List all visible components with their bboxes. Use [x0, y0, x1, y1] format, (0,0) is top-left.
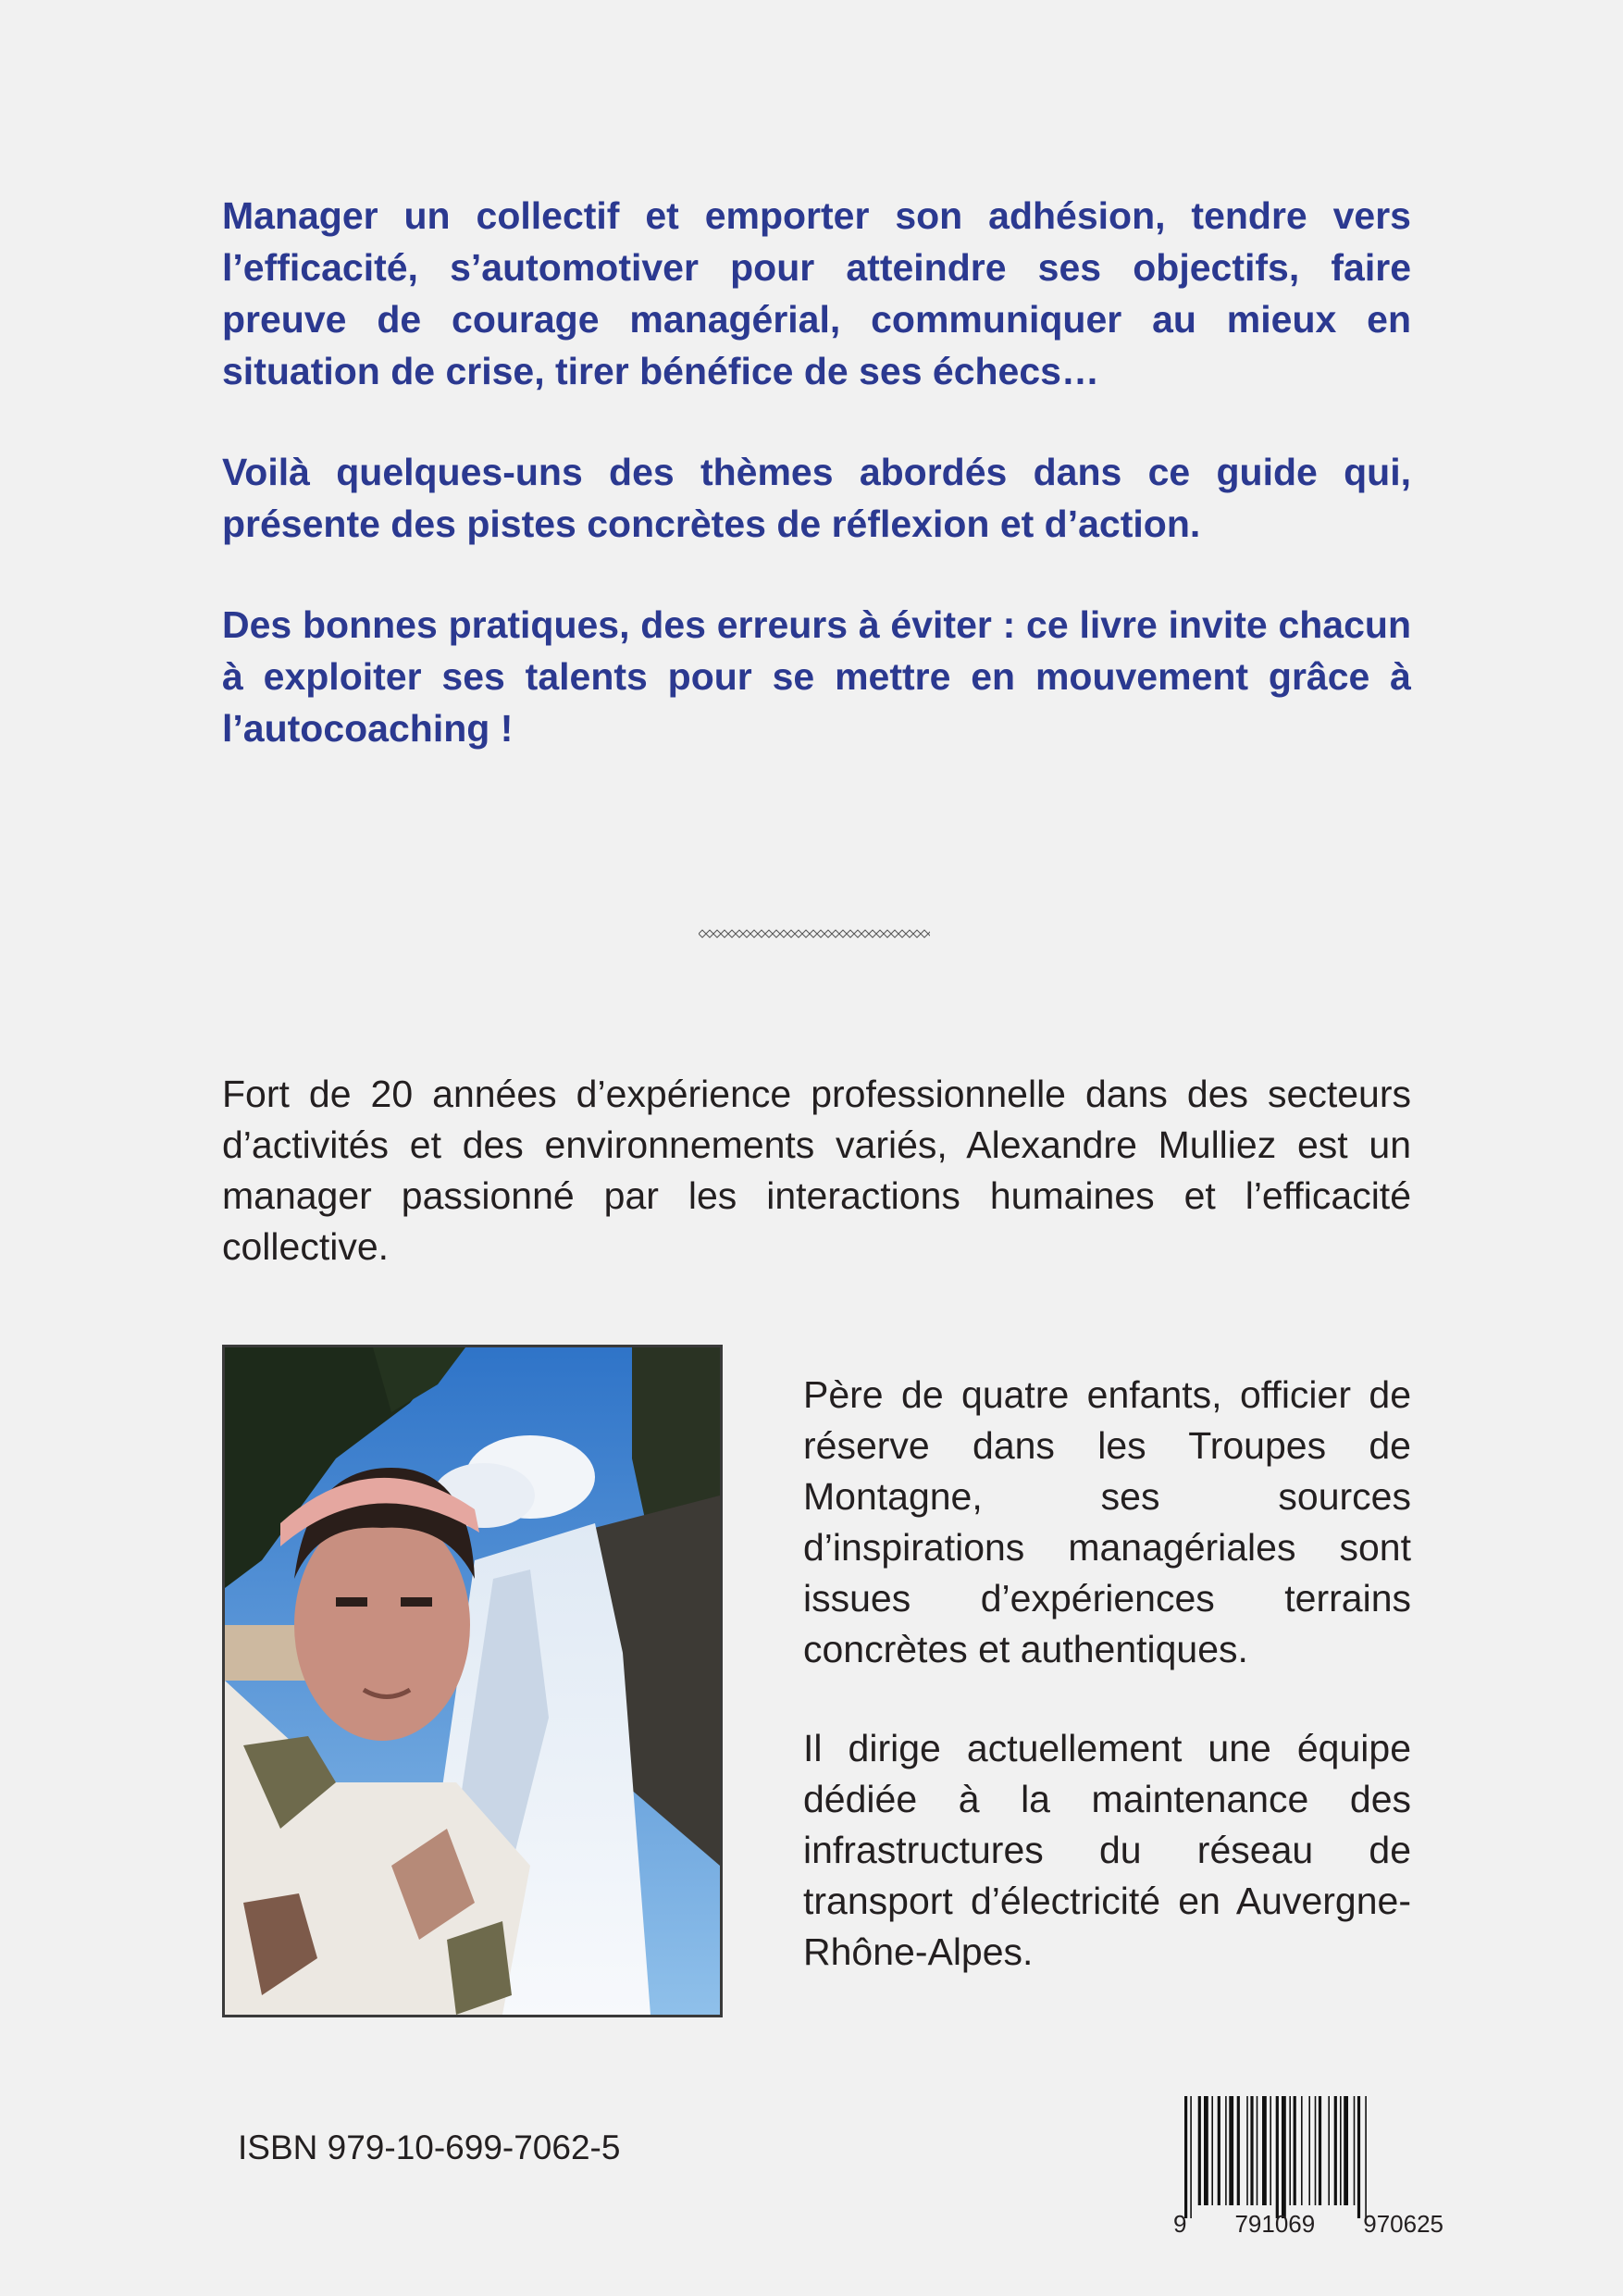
barcode-bar	[1270, 2096, 1271, 2205]
barcode-digits	[1173, 2210, 1443, 2239]
barcode-bar	[1204, 2096, 1208, 2205]
barcode-bar	[1315, 2096, 1317, 2205]
blurb-paragraph: Manager un collectif et emporter son adhésion, tendre vers l’efficacité, s’automotiver pour atteindre ses objectifs, faire preuve de courage managérial, communiquer au mieux en situation de crise, tirer bénéfice de ses échecs…	[222, 194, 1411, 392]
blurb-paragraph: Voilà quelques-uns des thèmes abordés dans ce guide qui, présente des pistes concrètes de réflexion et d’action.	[222, 451, 1411, 545]
bio-paragraph: Il dirige actuellement une équipe dédiée à la maintenance des infrastructures du réseau de transport d’électricité en Auvergne-Rhône-Alpes.	[803, 1727, 1411, 1973]
barcode-bar	[1190, 2096, 1192, 2218]
barcode-bar	[1319, 2096, 1321, 2205]
barcode-bar	[1237, 2096, 1240, 2205]
bio-paragraph: Père de quatre enfants, officier de réserve dans les Troupes de Montagne, ses sources d’inspirations managériales sont issues d’expériences terrains concrètes et authentiques.	[803, 1373, 1411, 1670]
barcode-bar	[1184, 2096, 1187, 2218]
barcode-bar	[1198, 2096, 1201, 2205]
barcode-right-group: 970625	[1363, 2210, 1443, 2238]
barcode-bar	[1328, 2096, 1330, 2205]
barcode-bar	[1262, 2096, 1267, 2205]
barcode-bar	[1246, 2096, 1248, 2205]
barcode-bar	[1301, 2096, 1303, 2205]
barcode-bar	[1365, 2096, 1367, 2218]
blurb-paragraph: Des bonnes pratiques, des erreurs à éviter : ce livre invite chacun à exploiter ses talents pour se mettre en mouvement grâce à l’autocoaching !	[222, 603, 1411, 750]
isbn-number: ISBN 979-10-699-7062-5	[238, 2128, 621, 2166]
barcode-bar	[1289, 2096, 1291, 2205]
barcode-bar	[1257, 2096, 1258, 2205]
barcode-bar	[1225, 2096, 1227, 2205]
barcode-bar	[1211, 2096, 1213, 2205]
barcode-bar	[1218, 2096, 1220, 2205]
barcode-bar	[1344, 2096, 1348, 2205]
barcode-bar	[1354, 2096, 1356, 2205]
barcode-bar	[1229, 2096, 1233, 2205]
barcode-bar	[1357, 2096, 1360, 2218]
author-bio-details	[803, 1370, 1411, 2026]
barcode-left-group: 791069	[1234, 2210, 1316, 2238]
barcode-bar	[1282, 2096, 1286, 2218]
author-photo	[222, 1345, 723, 2017]
ornament-divider	[699, 929, 930, 938]
barcode-bar	[1340, 2096, 1342, 2205]
barcode-bar	[1334, 2096, 1337, 2205]
author-bio-intro: Fort de 20 années d’expérience professionnelle dans des secteurs d’activités et des environnements variés, Alexandre Mulliez est un manager passionné par les interactions humaines et l’efficacité collective.	[222, 1073, 1411, 1268]
barcode-bar	[1294, 2096, 1296, 2205]
barcode-bar	[1250, 2096, 1253, 2205]
barcode-bar	[1308, 2096, 1310, 2205]
back-cover-blurb	[222, 190, 1411, 803]
barcode	[1173, 2096, 1443, 2221]
barcode-bar	[1276, 2096, 1279, 2218]
barcode-lead-digit: 9	[1173, 2210, 1187, 2238]
